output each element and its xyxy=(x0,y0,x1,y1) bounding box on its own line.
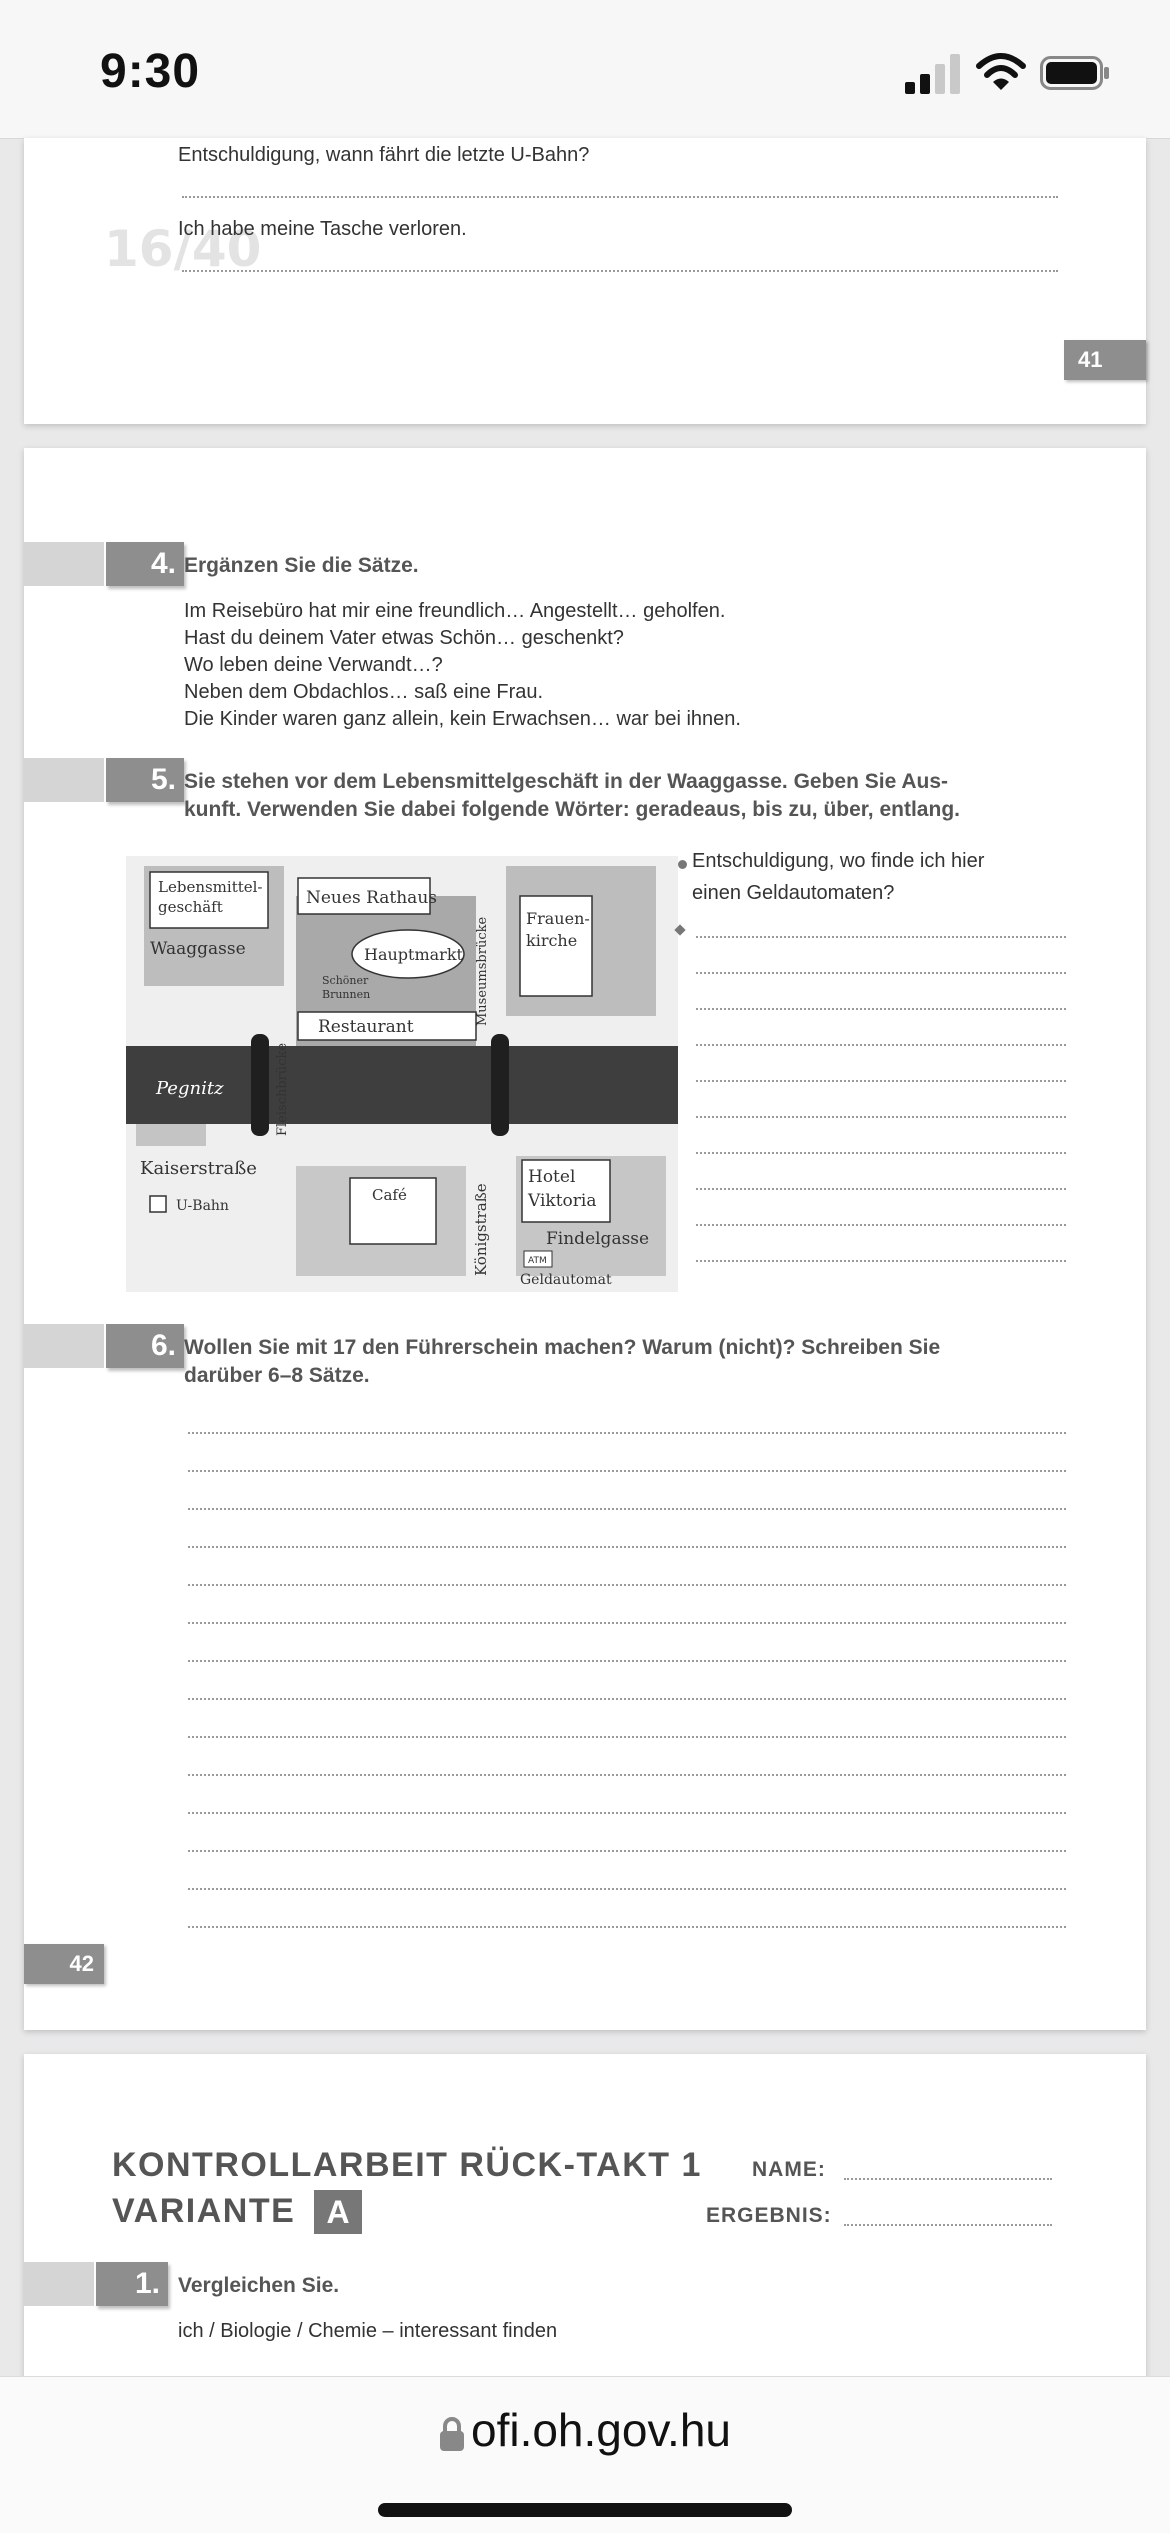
answer-line xyxy=(188,1546,1066,1548)
question-bullet xyxy=(678,860,687,869)
exercise-4-sentence: Die Kinder waren ganz allein, kein Erwachsen… war bei ihnen. xyxy=(184,708,741,730)
answer-line xyxy=(188,1850,1066,1852)
battery-icon xyxy=(1040,56,1110,90)
variant-badge: A xyxy=(314,2190,362,2234)
home-indicator[interactable] xyxy=(378,2503,792,2517)
page-number-41: 41 xyxy=(1064,340,1146,380)
status-time: 9:30 xyxy=(100,45,201,98)
answer-line xyxy=(182,196,1058,198)
name-field-line[interactable] xyxy=(844,2178,1052,2180)
exercise-6-heading: Wollen Sie mit 17 den Führerschein machen? Warum (nicht)? Schreiben Sie darüber 6–8 Sätze. xyxy=(184,1336,941,1387)
page-43-test xyxy=(24,2054,1146,2394)
url-text: ofi.oh.gov.hu xyxy=(470,2404,731,2456)
exercise-5-heading: Sie stehen vor dem Lebensmittelgeschäft in der Waaggasse. Geben Sie Aus- kunft. Verwenden Sie dabei folgende Wörter: geradeaus, bis zu, über, entlang. xyxy=(184,770,960,821)
exercise-4-heading: Ergänzen Sie die Sätze. xyxy=(184,554,419,577)
map-label-geldautomat: Geldautomat xyxy=(520,1272,612,1288)
map-label-restaurant: Restaurant xyxy=(318,1017,414,1037)
map-label-hotel: Hotel xyxy=(528,1167,576,1187)
name-label: NAME: xyxy=(752,2158,826,2181)
answer-line xyxy=(188,1584,1066,1586)
city-map-illustration xyxy=(126,856,678,1292)
answer-line xyxy=(696,1260,1066,1262)
exercise-4-sentence: Neben dem Obdachlos… saß eine Frau. xyxy=(184,681,544,703)
question-line: Entschuldigung, wo finde ich hier xyxy=(692,850,985,872)
exercise-4-sentence: Wo leben deine Verwandt…? xyxy=(184,654,443,676)
test-title: KONTROLLARBEIT RÜCK-TAKT 1 xyxy=(112,2146,702,2184)
page-counter-watermark: 16/40 xyxy=(104,220,262,278)
map-label-hotel: Viktoria xyxy=(528,1191,597,1211)
map-label-waaggasse: Waaggasse xyxy=(150,939,246,959)
answer-line xyxy=(696,936,1066,938)
answer-line xyxy=(188,1812,1066,1814)
map-label-cafe: Café xyxy=(372,1186,407,1204)
answer-line xyxy=(188,1660,1066,1662)
cellular-signal-icon xyxy=(905,52,961,94)
page-41 xyxy=(24,138,1146,424)
map-label-fountain: Schöner xyxy=(322,974,369,987)
answer-line xyxy=(696,1080,1066,1082)
result-label: ERGEBNIS: xyxy=(706,2204,832,2227)
map-label-fleischbruecke: Fleischbrücke xyxy=(275,1042,290,1136)
map-label-rathaus: Neues Rathaus xyxy=(306,888,437,908)
browser-address-bar[interactable] xyxy=(0,2376,1170,2533)
map-label-hauptmarkt: Hauptmarkt xyxy=(364,945,463,964)
map-label-museumsbruecke: Museumsbrücke xyxy=(475,916,490,1026)
answer-line xyxy=(696,1116,1066,1118)
exercise-1-heading: Vergleichen Sie. xyxy=(178,2274,340,2297)
map-label-koenigstrasse: Königstraße xyxy=(472,1183,490,1276)
test-variant-label: VARIANTE xyxy=(112,2192,296,2230)
exercise-1-number: 1. xyxy=(96,2262,168,2306)
answer-line xyxy=(188,1470,1066,1472)
question-line: einen Geldautomaten? xyxy=(692,882,895,904)
answer-line xyxy=(188,1508,1066,1510)
answer-line xyxy=(696,972,1066,974)
map-label-ubahn: U-Bahn xyxy=(176,1198,229,1214)
wifi-icon xyxy=(975,50,1027,94)
answer-line xyxy=(182,270,1058,272)
map-label-food-store: Lebensmittel- xyxy=(158,878,263,896)
sentence-last-ubahn: Entschuldigung, wann fährt die letzte U-Bahn? xyxy=(178,144,590,166)
answer-line xyxy=(188,1926,1066,1928)
answer-line xyxy=(696,1188,1066,1190)
status-bar xyxy=(0,0,1170,139)
exercise-1-prompt: ich / Biologie / Chemie – interessant finden xyxy=(178,2320,558,2342)
map-label-atm: ATM xyxy=(528,1256,547,1266)
page-42 xyxy=(24,448,1146,2030)
result-field-line[interactable] xyxy=(844,2224,1052,2226)
exercise-4-sentence: Im Reisebüro hat mir eine freundlich… Angestellt… geholfen. xyxy=(184,600,726,622)
answer-line xyxy=(188,1698,1066,1700)
answer-line xyxy=(188,1774,1066,1776)
exercise-6-number: 6. xyxy=(106,1324,184,1368)
answer-line xyxy=(188,1888,1066,1890)
exercise-4-sentence: Hast du deinem Vater etwas Schön… geschenkt? xyxy=(184,627,624,649)
answer-line xyxy=(696,1152,1066,1154)
page-number-42: 42 xyxy=(24,1944,104,1984)
answer-line xyxy=(188,1432,1066,1434)
answer-line xyxy=(188,1736,1066,1738)
map-label-church: kirche xyxy=(526,931,578,950)
answer-line xyxy=(188,1622,1066,1624)
exercise-5-number: 5. xyxy=(106,758,184,802)
map-label-food-store: geschäft xyxy=(158,898,223,916)
map-label-findelgasse: Findelgasse xyxy=(546,1229,650,1249)
answer-line xyxy=(696,1008,1066,1010)
map-label-river: Pegnitz xyxy=(156,1078,224,1099)
map-label-fountain: Brunnen xyxy=(322,988,371,1001)
sentence-bag-lost: Ich habe meine Tasche verloren. xyxy=(178,218,467,240)
answer-line xyxy=(696,1224,1066,1226)
url-display[interactable] xyxy=(0,2403,1170,2457)
lock-icon xyxy=(439,2416,465,2452)
answer-line xyxy=(696,1044,1066,1046)
map-label-church: Frauen- xyxy=(526,909,590,928)
exercise-4-number: 4. xyxy=(106,542,184,586)
map-label-kaiserstrasse: Kaiserstraße xyxy=(140,1158,257,1179)
